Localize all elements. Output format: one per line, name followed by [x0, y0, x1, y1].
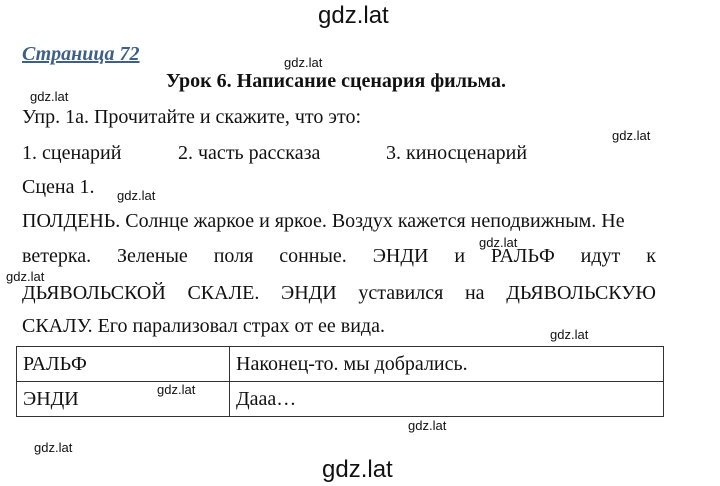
line-cell: Наконец-то. мы добрались. [230, 347, 664, 382]
watermark: gdz.lat [550, 327, 589, 342]
scene-line-2: ветерка. Зеленые поля сонные. ЭНДИ и РАЛЬФ идут к [22, 245, 656, 267]
scene-line-4: СКАЛУ. Его парализовал страх от ее вида. [22, 315, 385, 337]
watermark: gdz.lat [117, 188, 156, 203]
speaker-cell: ЭНДИ [17, 382, 230, 417]
scene-line-3: ДЬЯВОЛЬСКОЙ СКАЛЕ. ЭНДИ уставился на ДЬЯВОЛЬСКУЮ [22, 282, 656, 304]
exercise-prompt: Упр. 1а. Прочитайте и скажите, что это: [22, 106, 362, 128]
watermark: gdz.lat [157, 382, 196, 397]
speaker-cell: РАЛЬФ [17, 347, 230, 382]
watermark: gdz.lat [6, 269, 45, 284]
watermark: gdz.lat [479, 235, 518, 250]
scene-heading: Сцена 1. [22, 176, 95, 198]
option-3: 3. киносценарий [386, 142, 528, 164]
page-label: Страница 72 [22, 43, 140, 65]
scene-line-1: ПОЛДЕНЬ. Солнце жаркое и яркое. Воздух кажется неподвижным. Не [22, 210, 625, 232]
lesson-title: Урок 6. Написание сценария фильма. [166, 70, 506, 92]
watermark: gdz.lat [612, 128, 651, 143]
watermark: gdz.lat [30, 89, 69, 104]
table-row [17, 382, 664, 417]
option-2: 2. часть рассказа [178, 142, 321, 164]
option-1: 1. сценарий [22, 142, 122, 164]
line-cell: Дааа… [230, 382, 664, 417]
dialogue-table [16, 346, 664, 417]
watermark: gdz.lat [284, 55, 323, 70]
watermark: gdz.lat [408, 418, 447, 433]
watermark-bottom: gdz.lat [322, 456, 393, 483]
watermark-top: gdz.lat [318, 2, 389, 29]
table-row [17, 347, 664, 382]
watermark: gdz.lat [34, 440, 73, 455]
